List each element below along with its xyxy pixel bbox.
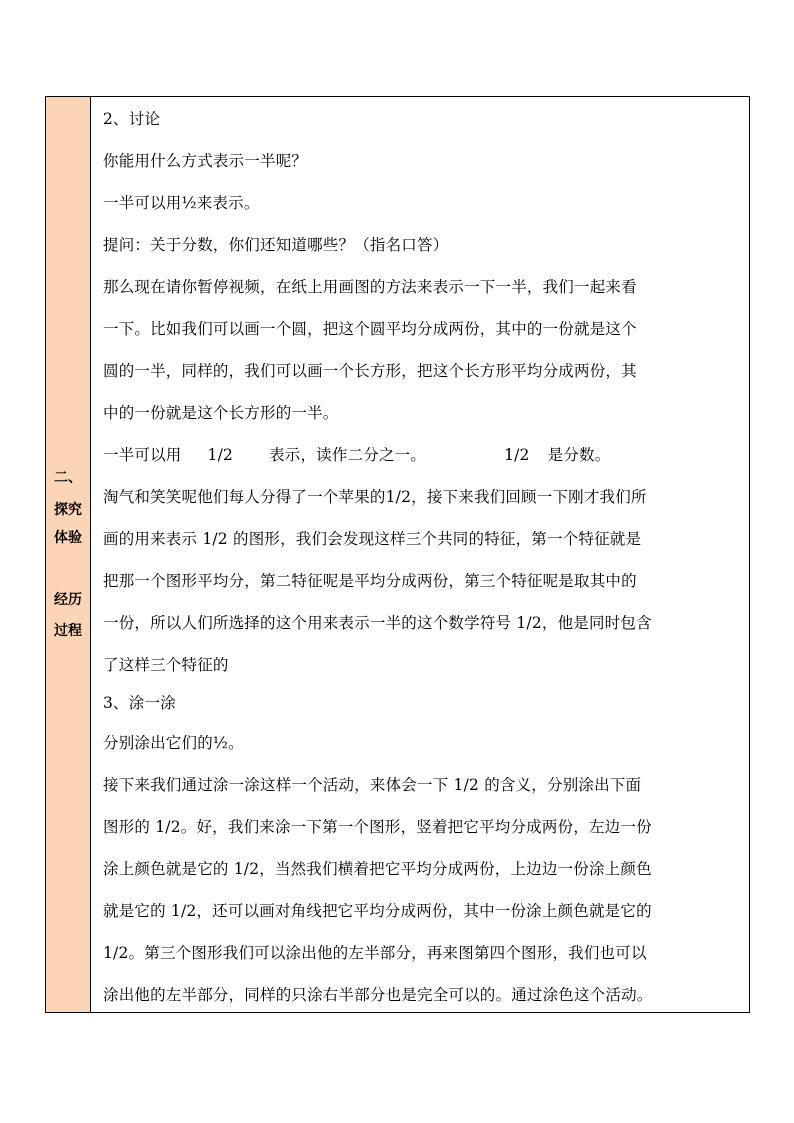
text-line: 2、讨论 bbox=[103, 110, 161, 128]
text-line: 那么现在请你暂停视频，在纸上用画图的方法来表示一下一半，我们一起来看 bbox=[103, 278, 637, 296]
section-label-5: 过程 bbox=[54, 623, 82, 639]
text-line: 你能用什么方式表示一半呢？ bbox=[103, 152, 308, 170]
fraction-value-2: 1/2 bbox=[504, 446, 530, 464]
text-line: 接下来我们通过涂一涂这样一个活动，来体会一下 1/2 的含义，分别涂出下面 bbox=[103, 776, 642, 794]
fraction-text-2: 表示，读作二分之一。 bbox=[269, 446, 427, 464]
section-label-cell bbox=[46, 97, 91, 1012]
section-label-1: 二、 bbox=[54, 470, 82, 486]
text-line: 淘气和笑笑呢他们每人分得了一个苹果的1/2，接下来我们回顾一下刚才我们所 bbox=[103, 488, 647, 506]
text-line: 把那一个图形平均分，第二特征呢是平均分成两份，第三个特征呢是取其中的 bbox=[103, 572, 637, 590]
text-line: 中的一份就是这个长方形的一半。 bbox=[103, 404, 339, 422]
text-line: 3、涂一涂 bbox=[103, 694, 176, 712]
fraction-text-1: 一半可以用 bbox=[103, 446, 182, 464]
text-line: 圆的一半，同样的，我们可以画一个长方形，把这个长方形平均分成两份，其 bbox=[103, 362, 637, 380]
text-line: 1/2。第三个图形我们可以涂出他的左半部分，再来图第四个图形，我们也可以 bbox=[103, 944, 647, 962]
text-line: 提问：关于分数，你们还知道哪些？（指名口答） bbox=[103, 236, 449, 254]
text-line: 了这样三个特征的 bbox=[103, 656, 229, 674]
fraction-value-1: 1/2 bbox=[207, 446, 234, 464]
content-cell bbox=[91, 97, 749, 1012]
section-label-4: 经历 bbox=[54, 592, 82, 608]
text-line: 一份，所以人们所选择的这个用来表示一半的这个数学符号 1/2，他是同时包含 bbox=[103, 614, 652, 632]
text-line: 就是它的 1/2，还可以画对角线把它平均分成两份，其中一份涂上颜色就是它的 bbox=[103, 902, 652, 920]
section-label-3: 体验 bbox=[54, 530, 82, 546]
fraction-text-3: 是分数。 bbox=[547, 446, 611, 464]
text-line: 分别涂出它们的½。 bbox=[103, 734, 244, 752]
fraction-line bbox=[103, 443, 610, 465]
text-line: 一半可以用½来表示。 bbox=[103, 194, 260, 212]
section-label-2: 探究 bbox=[54, 502, 82, 518]
lesson-table bbox=[45, 96, 750, 1013]
text-line: 图形的 1/2。好，我们来涂一下第一个图形，竖着把它平均分成两份，左边一份 bbox=[103, 818, 652, 836]
text-line: 涂上颜色就是它的 1/2，当然我们横着把它平均分成两份，上边边一份涂上颜色 bbox=[103, 860, 652, 878]
text-line: 涂出他的左半部分，同样的只涂右半部分也是完全可以的。通过涂色这个活动。 bbox=[103, 986, 653, 1004]
text-line: 画的用来表示 1/2 的图形，我们会发现这样三个共同的特征，第一个特征就是 bbox=[103, 530, 642, 548]
text-line: 一下。比如我们可以画一个圆，把这个圆平均分成两份，其中的一份就是这个 bbox=[103, 320, 637, 338]
